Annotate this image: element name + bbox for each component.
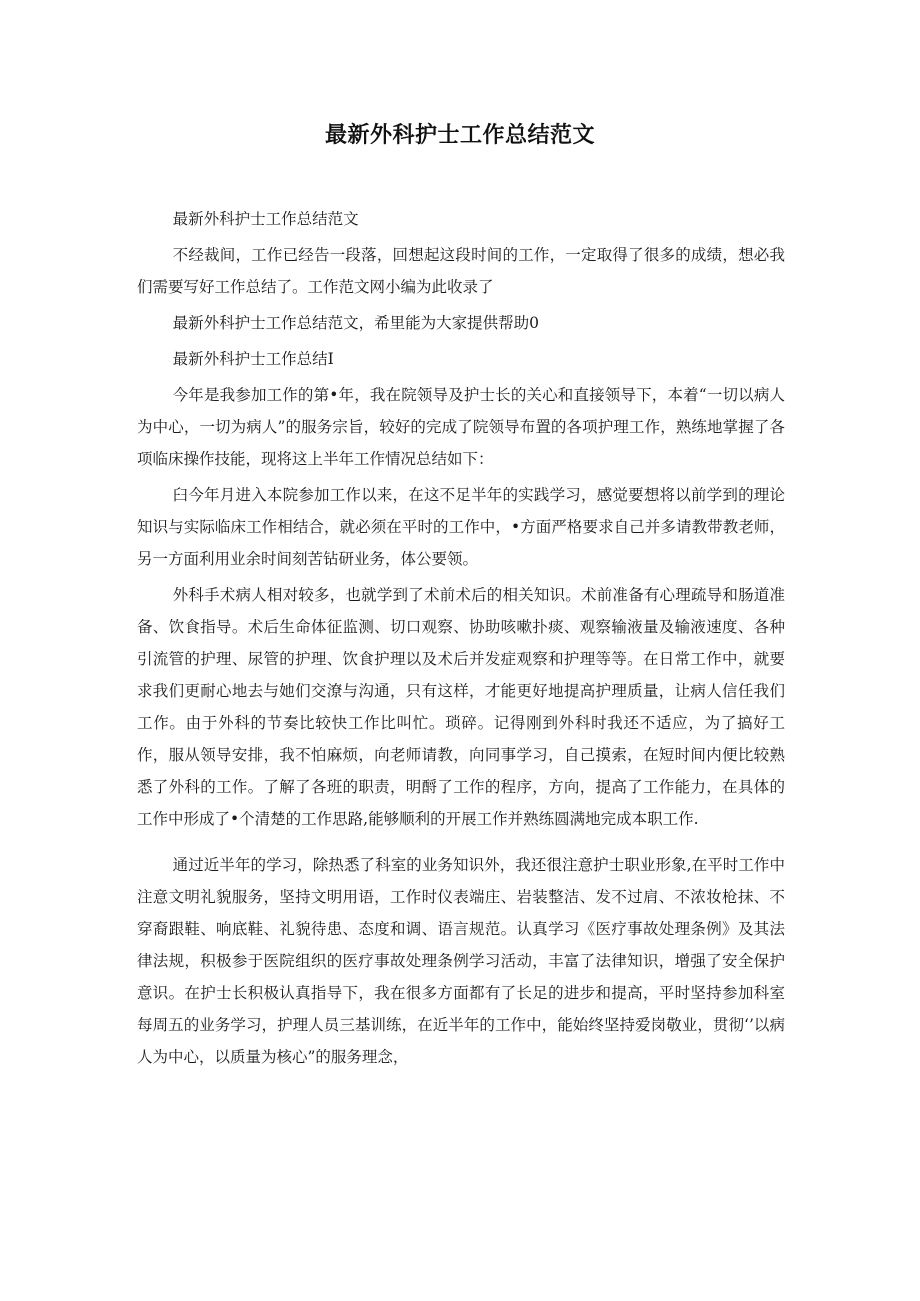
paragraph-intro-cont: 最新外科护士工作总结范文，希里能为大家提供帮助0	[172, 314, 540, 332]
document-body	[137, 203, 785, 1077]
paragraph-subheading: 最新外科护士工作总结I	[172, 350, 334, 368]
paragraph-1: 今年是我参加工作的第•年，我在院领导及护士长的关心和直接领导下，本着“一切以病人为中心，一切为病人”的服务宗旨，较好的完成了院领导布置的各项护理工作，熟练地掌握了各项临床操作技能，现将这上半年工作情况总结如下：	[137, 386, 785, 468]
paragraph-intro: 不经裁间，工作已经告一段落，回想起这段时间的工作，一定取得了很多的成绩，想必我们需要写好工作总结了。工作范文网小编为此收录了	[137, 246, 785, 296]
paragraph-heading-repeat: 最新外科护士工作总结范文	[172, 210, 359, 228]
page-title: 最新外科护士工作总结范文	[324, 123, 595, 148]
paragraph-4: 通过近半年的学习，除热悉了科室的业务知识外，我还很注意护士职业形象,在平时工作中注意文明礼貌服务，坚持文明用语，工作时仪表端庄、岩装整洁、发不过肩、不浓妆枪抹、不穿裔跟鞋、响底鞋、礼貌待患、态度和调、语言规范。认真学习《医疗事故处理条例》及其法律法规，积极参于医院组织的医疗事故处理条例学习活动，丰富了法律知识，增强了安全保护意识。在护士长积极认真指导下，我在很多方面都有了长足的进步和提高，平时坚持参加科室每周五的业务学习，护理人员三基训练，在近半年的工作中，能始终坚持爱岗敬业，贯彻‘’以病人为中心，以质量为核心”的服务理念，	[137, 856, 785, 1066]
paragraph-2: 臼今年月进入本院参加工作以来，在这不足半年的实践学习，感觉要想将以前学到的理论知识与实际临床工作相结合，就必须在平时的工作中，•方面严格要求自己并多请教带教老师，另一方面利用业余时间刻苦钻研业务，体公要领。	[137, 486, 785, 568]
paragraph-3: 外科手术病人相对较多，也就学到了术前术后的相关知识。术前准备有心理疏导和肠道准备、饮食指导。术后生命体征监测、切口观察、协助咳嗽扑痰、观察输液量及输液速度、各种引流管的护理、尿管的护理、饮食护理以及术后并发症观察和护理等等。在日常工作中，就要求我们更耐心地去与她们交潦与沟通，只有这样，才能更好地提高护理质量，让病人信任我们工作。由于外科的节奏比较快工作比叫忙。琐碎。记得刚到外科时我还不适应，为了搞好工作，服从领导安排，我不怕麻烦，向老师请教，向同事学习，自己摸索，在短时间内便比较熟悉了外科的工作。了解了各班的职责，明酹了工作的程序，方向，提高了工作能力，在具体的工作中形成了•个清楚的工作思路,能够顺利的开展工作并熟练圆满地完成本职工作.	[137, 586, 785, 828]
